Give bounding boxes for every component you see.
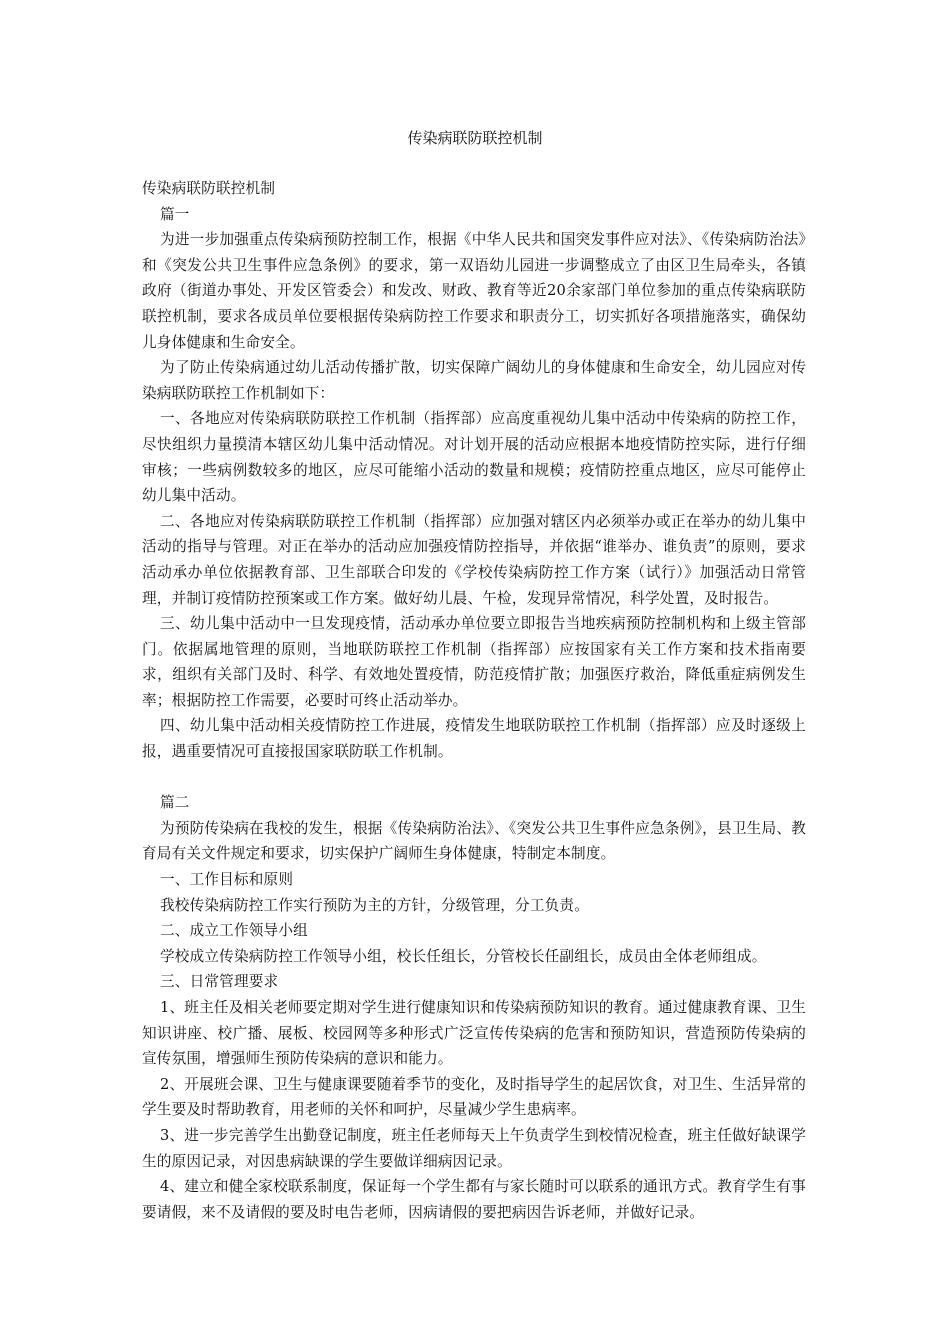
paragraph: 三、幼儿集中活动中一旦发现疫情，活动承办单位要立即报告当地疾病预防控制机构和上级主管部门。依据属地管理的原则，当地联防联控工作机制（指挥部）应按国家有关工作方案和技术指南要求，组织有关部门及时、科学、有效地处置疫情，防范疫情扩散；加强医疗救治，降低重症病例发生率；根据防控工作需要，必要时可终止活动举办。 xyxy=(142,615,806,709)
section-spacer xyxy=(142,765,806,791)
document-title: 传染病联防联控机制 xyxy=(407,129,543,147)
paragraph: 二、各地应对传染病联防联控工作机制（指挥部）应加强对辖区内必须举办或正在举办的幼儿集中活动的指导与管理。对正在举办的活动应加强疫情防控指导，并依据“谁举办、谁负责”的原则，要求活动承办单位依据教育部、卫生部联合印发的《学校传染病防控工作方案（试行）》加强活动日常管理，并制订疫情防控预案或工作方案。做好幼儿晨、午检，发现异常情况，科学处置，及时报告。 xyxy=(142,512,806,607)
paragraph: 四、幼儿集中活动相关疫情防控工作进展，疫情发生地联防联控工作机制（指挥部）应及时逐级上报，遇重要情况可直接报国家联防联工作机制。 xyxy=(142,717,806,761)
part-heading: 篇一 xyxy=(160,205,190,223)
paragraph: 4、建立和健全家校联系制度，保证每一个学生都有与家长随时可以联系的通讯方式。教育学生有事要请假，来不及请假的要及时电告老师，因病请假的要把病因告诉老师，并做好记录。 xyxy=(142,1178,806,1221)
section-heading: 一、工作目标和原则 xyxy=(160,871,294,889)
section-subtitle: 传染病联防联控机制 xyxy=(142,180,276,197)
paragraph: 一、各地应对传染病联防联控工作机制（指挥部）应高度重视幼儿集中活动中传染病的防控工作，尽快组织力量摸清本辖区幼儿集中活动情况。对计划开展的活动应根据本地疫情防控实际，进行仔细审核；一些病例数较多的地区，应尽可能缩小活动的数量和规模；疫情防控重点地区，应尽可能停止幼儿集中活动。 xyxy=(142,410,806,505)
paragraph: 1、班主任及相关老师要定期对学生进行健康知识和传染病预防知识的教育。通过健康教育课、卫生知识讲座、校广播、展板、校园网等多种形式广泛宣传传染病的危害和预防知识，营造预防传染病的宣传氛围，增强师生预防传染病的意识和能力。 xyxy=(142,999,806,1068)
paragraph: 3、进一步完善学生出勤登记制度，班主任老师每天上午负责学生到校情况检查，班主任做好缺课学生的原因记录，对因患病缺课的学生要做详细病因记录。 xyxy=(142,1126,806,1170)
paragraph: 为预防传染病在我校的发生，根据《传染病防治法》、《突发公共卫生事件应急条例》，县卫生局、教育局有关文件规定和要求，切实保护广阔师生身体健康，特制定本制度。 xyxy=(142,819,806,863)
paragraph: 我校传染病防控工作实行预防为主的方针，分级管理，分工负责。 xyxy=(160,896,590,914)
section-heading: 三、日常管理要求 xyxy=(160,973,279,991)
paragraph: 学校成立传染病防控工作领导小组，校长任组长，分管校长任副组长，成员由全体老师组成。 xyxy=(160,947,767,965)
paragraph: 为进一步加强重点传染病预防控制工作，根据《中华人民共和国突发事件应对法》、《传染病防治法》和《突发公共卫生事件应急条例》的要求，第一双语幼儿园进一步调整成立了由区卫生局牵头，各镇政府（街道办事处、开发区管委会）和发改、财政、教育等近20余家部门单位参加的重点传染病联防联控机制，要求各成员单位要根据传染病防控工作要求和职责分工，切实抓好各项措施落实，确保幼儿身体健康和生命安全。 xyxy=(142,231,806,351)
document-body xyxy=(142,176,806,1225)
paragraph: 为了防止传染病通过幼儿活动传播扩散，切实保障广阔幼儿的身体健康和生命安全，幼儿园应对传染病联防联控工作机制如下： xyxy=(142,359,806,402)
section-heading: 二、成立工作领导小组 xyxy=(160,922,308,940)
part-heading: 篇二 xyxy=(160,794,190,812)
paragraph: 2、开展班会课、卫生与健康课要随着季节的变化，及时指导学生的起居饮食，对卫生、生活异常的学生要及时帮助教育，用老师的关怀和呵护，尽量减少学生患病率。 xyxy=(142,1075,806,1119)
